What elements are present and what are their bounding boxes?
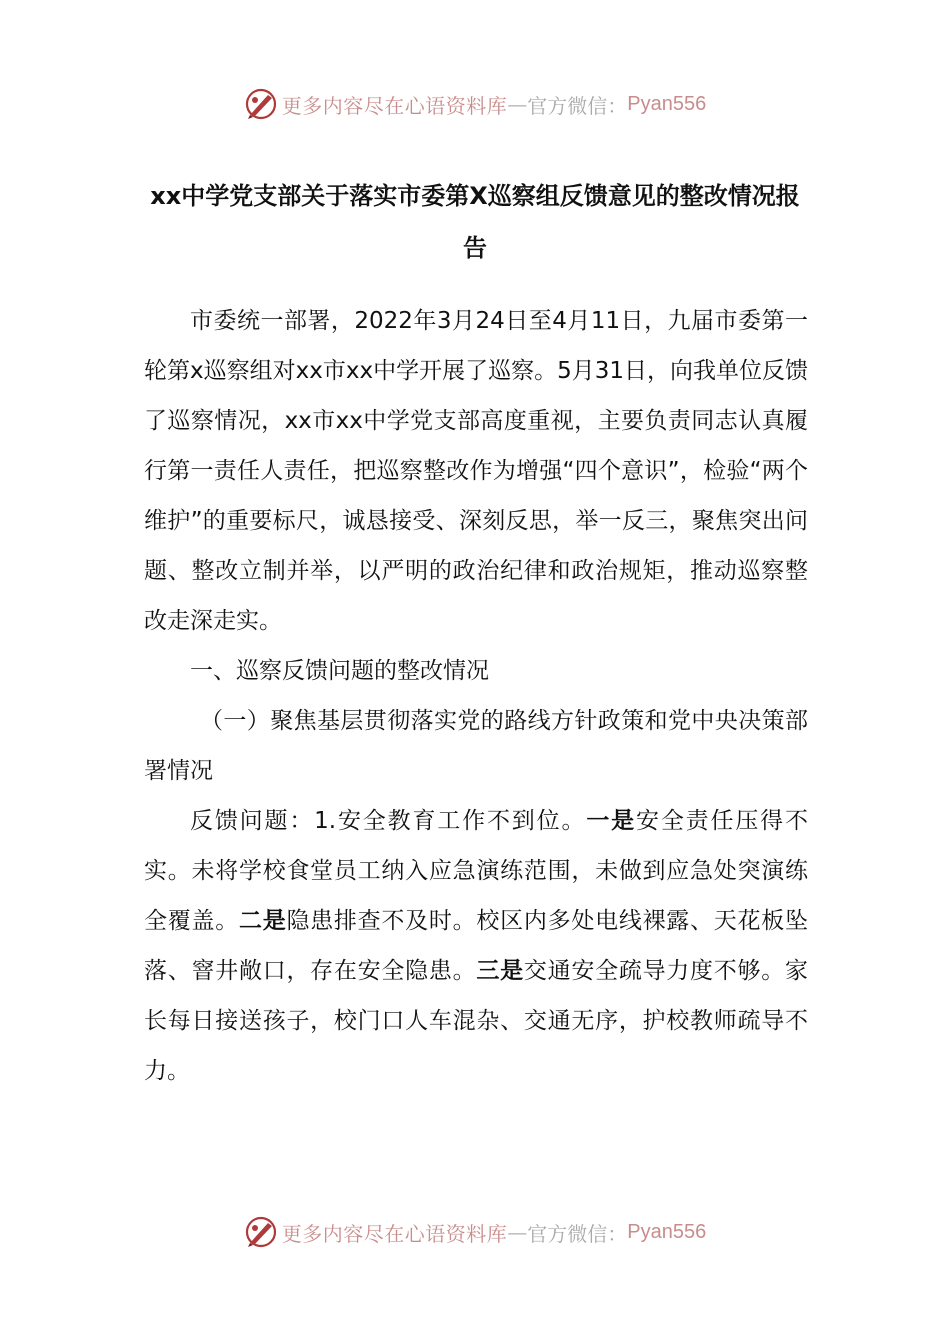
- point-3-label: 三是: [476, 958, 524, 984]
- document-body: [144, 296, 808, 1096]
- banner-wechat-id: Pyan556: [627, 92, 707, 115]
- banner-wechat-label: 官方微信：: [527, 1221, 628, 1246]
- banner-text: 更多内容尽在心语资料库: [281, 93, 508, 118]
- pen-logo-icon: [244, 87, 278, 121]
- point-1-text: 安全责任压得不实。未将学校食堂员工纳入应急演练范围，未做到应急处突演练全覆盖。: [144, 808, 808, 934]
- point-2-text: 隐患排查不及时。校区内多处电线裸露、天花板坠落、窨井敞口，存在安全隐患。: [144, 908, 809, 984]
- footer-watermark-banner: [0, 1212, 950, 1252]
- pen-logo-icon: [244, 1215, 278, 1249]
- point-2-label: 二是: [238, 908, 287, 934]
- banner-wechat-id: Pyan556: [627, 1220, 707, 1243]
- banner-text: 更多内容尽在心语资料库: [281, 1221, 508, 1246]
- banner-dash: —: [507, 92, 528, 116]
- feedback-paragraph: [144, 796, 808, 1096]
- banner-wechat-label: 官方微信：: [527, 93, 628, 118]
- intro-paragraph: 市委统一部署，2022年3月24日至4月11日，九届市委第一轮第x巡察组对xx市xx中学开展了巡察。5月31日，向我单位反馈了巡察情况，xx市xx中学党支部高度重视，主要负责同志认真履行第一责任人责任，把巡察整改作为增强“四个意识”，检验“两个维护”的重要标尺，诚恳接受、深刻反思，举一反三，聚焦突出问题、整改立制并举，以严明的政治纪律和政治规矩，推动巡察整改走深走实。: [144, 308, 808, 634]
- feedback-lead: 反馈问题：1.安全教育工作不到位。: [190, 808, 587, 834]
- section-heading-1: 一、巡察反馈问题的整改情况: [190, 658, 489, 684]
- banner-dash: —: [507, 1220, 528, 1244]
- document-title: xx中学党支部关于落实市委第X巡察组反馈意见的整改情况报告: [150, 182, 800, 262]
- section-heading-2: （一）聚焦基层贯彻落实党的路线方针政策和党中央决策部署情况: [144, 708, 808, 784]
- header-watermark-banner: [0, 84, 950, 124]
- point-1-label: 一是: [586, 808, 636, 834]
- point-3-text: 交通安全疏导力度不够。家长每日接送孩子，校门口人车混杂、交通无序，护校教师疏导不力。: [144, 958, 809, 1084]
